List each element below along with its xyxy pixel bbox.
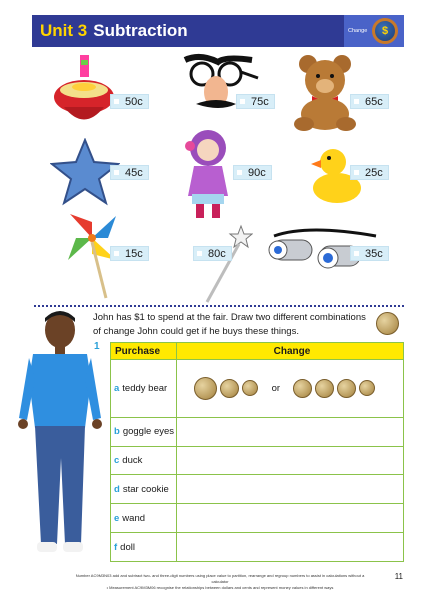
purchase-cell: a teddy bear (111, 360, 177, 418)
or-label: or (271, 382, 281, 394)
dollar-medal-icon: $ (372, 18, 398, 44)
price-tag-teddy-bear: 65c (350, 94, 389, 109)
coin-icon (220, 379, 239, 398)
table-row (111, 533, 404, 562)
wand-image (203, 224, 253, 304)
table-row (111, 504, 404, 533)
table-row (111, 417, 404, 446)
change-answer-cell[interactable] (177, 417, 404, 446)
change-answer-cell[interactable] (177, 360, 404, 418)
question-number: 1 (94, 341, 100, 352)
badge-label: Change (348, 28, 368, 34)
coin-icon (315, 379, 334, 398)
purchase-cell: d star cookie (111, 475, 177, 504)
price-tag-wand: 80c (193, 246, 232, 261)
change-answer-cell[interactable] (177, 446, 404, 475)
purchase-cell: f doll (111, 533, 177, 562)
price-tag-goggle-eyes: 35c (350, 246, 389, 261)
change-answer-cell[interactable] (177, 504, 404, 533)
change-header: Change (177, 343, 404, 360)
purchase-cell: e wand (111, 504, 177, 533)
coin-icon (293, 379, 312, 398)
teddy-bear-image (290, 52, 360, 132)
price-tag-novelty-glasses: 75c (236, 94, 275, 109)
table-row (111, 475, 404, 504)
purchase-change-table (110, 342, 404, 562)
coin-icon (337, 379, 356, 398)
footer-line-2: • Measurement AC9M3M06 recognise the relationships between dollars and cents and represent money values in different ways (106, 585, 334, 590)
novelty-glasses-image (180, 50, 260, 120)
price-tag-star-cookie: 45c (110, 165, 149, 180)
price-tag-duck: 25c (350, 165, 389, 180)
purchase-cell: b goggle eyes (111, 417, 177, 446)
table-header-row (111, 343, 404, 360)
unit-title: Subtraction (93, 21, 188, 40)
boy-photo (15, 308, 105, 560)
table-row (111, 446, 404, 475)
purchase-cell: c duck (111, 446, 177, 475)
unit-header (32, 15, 404, 47)
change-answer-cell[interactable] (177, 533, 404, 562)
coin-icon (242, 380, 258, 396)
question-text: John has $1 to spend at the fair. Draw two different combinations of change John could get if he buys these things. (93, 312, 366, 337)
coin-icon (194, 377, 217, 400)
page-number: 11 (394, 572, 403, 581)
table-row (111, 360, 404, 418)
price-tag-doll: 90c (233, 165, 272, 180)
curriculum-footer (70, 573, 370, 591)
footer-line-1: Number AC9M3N03 add and subtract two- and three-digit numbers using place value to partition, rearrange and regroup numbers to assist in calculations without a calculator (75, 573, 365, 584)
section-divider (34, 305, 404, 307)
purchase-header: Purchase (111, 343, 177, 360)
change-answer-cell[interactable] (177, 475, 404, 504)
unit-number: Unit 3 (40, 21, 88, 40)
price-tag-spinning-top: 50c (110, 94, 149, 109)
dollar-coin-icon (376, 312, 402, 335)
price-tag-pinwheel: 15c (110, 246, 149, 261)
coin-icon (359, 380, 375, 396)
topic-badge (344, 15, 404, 47)
spinning-top-image (50, 52, 116, 132)
